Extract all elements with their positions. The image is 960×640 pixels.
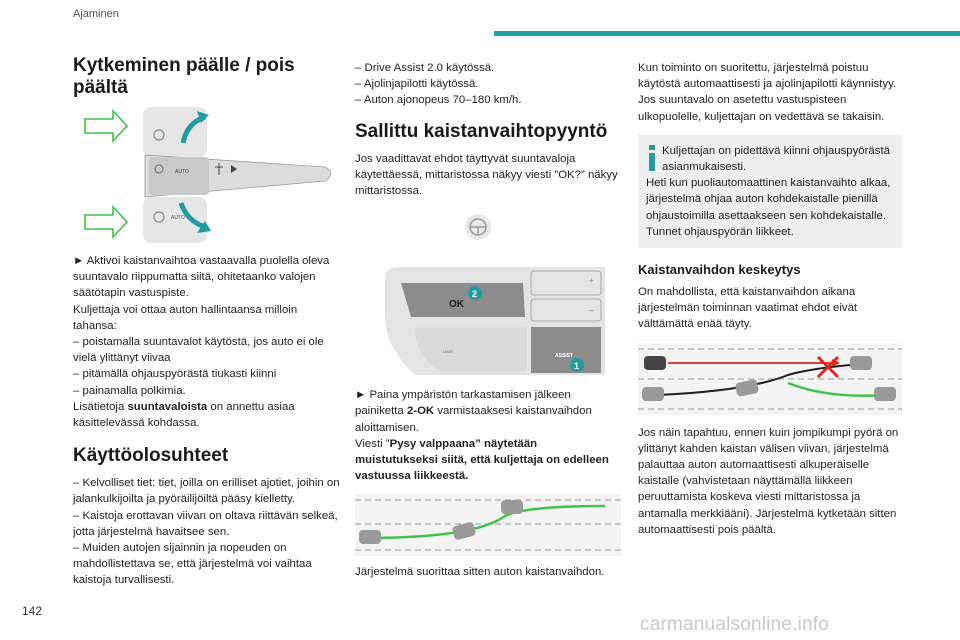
requirement-speed: – Auton ajonopeus 70–180 km/h. [355,94,522,107]
assist-button [531,327,601,373]
page-number: 142 [22,604,43,618]
stalk-lever [145,155,331,197]
car-icon-target [501,500,523,514]
car-icon-target [850,356,872,370]
assist-button-label: ASSIST [555,353,574,360]
car-icon-returned [874,387,896,401]
stalk-illustration [73,107,341,243]
stalk-auto-label: AUTO [175,169,189,175]
info-icon [646,145,658,171]
info-box [638,135,902,248]
speed-plus-label: + [589,276,594,286]
car-icon [642,387,664,401]
paragraph-system-performs: Järjestelmä suorittaa sitten auton kaistanvaihdon. [355,566,605,579]
section-heading-conditions: Käyttöolosuhteet [73,445,229,467]
info-heading: Kuljettajan on pidettävä kiinni ohjauspyörästä asianmukaisesti. [662,144,890,174]
info-tail: Tunnet ohjauspyörän liikkeet. [646,225,794,238]
arrow-down-icon [85,207,127,237]
condition-other-cars: – Muiden autojen sijainnin ja nopeuden on mahdollistettava se, että järjestelmä voi vaihtaa kaistoja turvallisesti. [73,542,312,587]
condition-lane-line: – Kaistoja erottavan viivan on oltava riittävän selkeä, jotta järjestelmä havaitsee sen. [73,509,338,538]
header-accent-bar [494,31,960,36]
list-item-hold-wheel: – pitämällä ohjauspyörästä tiukasti kiinni [73,368,277,381]
info-body: Heti kun puoliautomaattinen kaistanvaihto alkaa, järjestelmä ohjaa auton kohdekaistalle pienillä ohjaustoimilla asettaakseen sen kohdekaistalle. [646,177,891,222]
paragraph-press-ok: ► Paina ympäristön tarkastamisen jälkeen painiketta 2-OK varmistaaksesi kaistanvaihdon aloittamisen. [355,389,592,434]
paragraph-stay-alert: Viesti ”Pysy valppaana” näytetään muistutukseksi siitä, että kuljettaja on edelleen vastuussa liikkeestä. [355,437,609,483]
stalk-panel-bottom [143,197,211,243]
badge-2-label: 2 [472,289,478,300]
list-item-pedals: – painamalla polkimia. [73,384,186,397]
column-1 [73,55,341,589]
paragraph-ok-message: Jos vaadittavat ehdot täyttyvät suuntavaloja käytettäessä, mittaristossa näkyy viesti ”OK?” näkyy mittaristossa. [355,152,618,198]
ok-button-label: OK [449,299,464,311]
lane-change-abort-illustration [638,343,902,415]
paragraph-function-complete: Kun toiminto on suoritettu, järjestelmä poistuu käytöstä automaattisesti ja ajolinjapilotti käynnistyy. [638,62,897,91]
badge-1-label: 1 [574,361,580,372]
limit-label: LIMIT [443,349,454,355]
section-heading-allowed-change: Sallittu kaistanvaihtopyyntö [355,120,608,142]
paragraph-more-info: Lisätietoja suuntavaloista on annettu asiaa käsittelevässä kohdassa. [73,400,295,430]
list-item-indicators: – poistamalla suuntavalot käytöstä, jos auto ei ole vielä ylittänyt viivaa [73,336,324,365]
speed-minus-label: – [589,306,594,316]
section-heading-interruption: Kaistanvaihdon keskeytys [638,262,801,278]
paragraph-conditions-not-met: On mahdollista, että kaistanvaihdon aikana järjestelmän toiminnan vaatimat ehdot eivät välttämättä enää täyty. [638,286,858,331]
requirement-lane-pilot: – Ajolinjapilotti käytössä. [355,78,479,91]
stalk-panel-top [143,107,209,157]
column-2 [355,55,621,581]
paragraph-system-returns: Jos näin tapahtuu, ennen kuin jompikumpi pyörä on ylittänyt kahden kaistan välisen viivan, järjestelmä palauttaa auton automaattisesti alkuperäiselle kaistalle (vahvistetaan näyttämällä liikkeen peruuttamista koskeva viesti mittaristossa ja antamalla merkkiääni). Järjestelmä kytketään sitten automaattisesti pois päältä. [638,426,899,536]
lane-change-illustration [355,494,621,556]
column-3 [638,55,902,538]
watermark: carmanualsonline.info [640,614,830,635]
requirement-drive-assist: – Drive Assist 2.0 käytössä. [355,62,495,74]
steering-wheel-icon [465,214,491,240]
stalk-auto-label-2: AUTO [171,215,185,221]
section-heading-switching: Kytkeminen päälle / pois päältä [73,55,295,98]
paragraph-take-control: Kuljettaja voi ottaa auton hallintaansa milloin tahansa: [73,303,298,332]
car-icon [359,530,381,544]
condition-valid-roads: – Kelvolliset tiet: tiet, joilla on erilliset ajotiet, joihin on jalankulkijoilta ja pyöräilijöiltä pääsy kielletty. [73,477,340,506]
running-header: Ajaminen [73,8,119,20]
car-icon-dark [644,356,666,370]
steering-wheel-controls [385,267,605,375]
steering-wheel-illustration [355,207,621,377]
paragraph-activate: ► Aktivoi kaistanvaihtoa vastaavalla puolella oleva suuntavalo riippumatta siitä, ohitetaanko valojen säätötapin vastuspiste. [73,255,330,300]
arrow-up-icon [85,111,127,141]
paragraph-indicator-back: Jos suuntavalo on asetettu vastuspisteen ulkopuolelle, kuljettajan on vedettävä se takaisin. [638,94,885,123]
